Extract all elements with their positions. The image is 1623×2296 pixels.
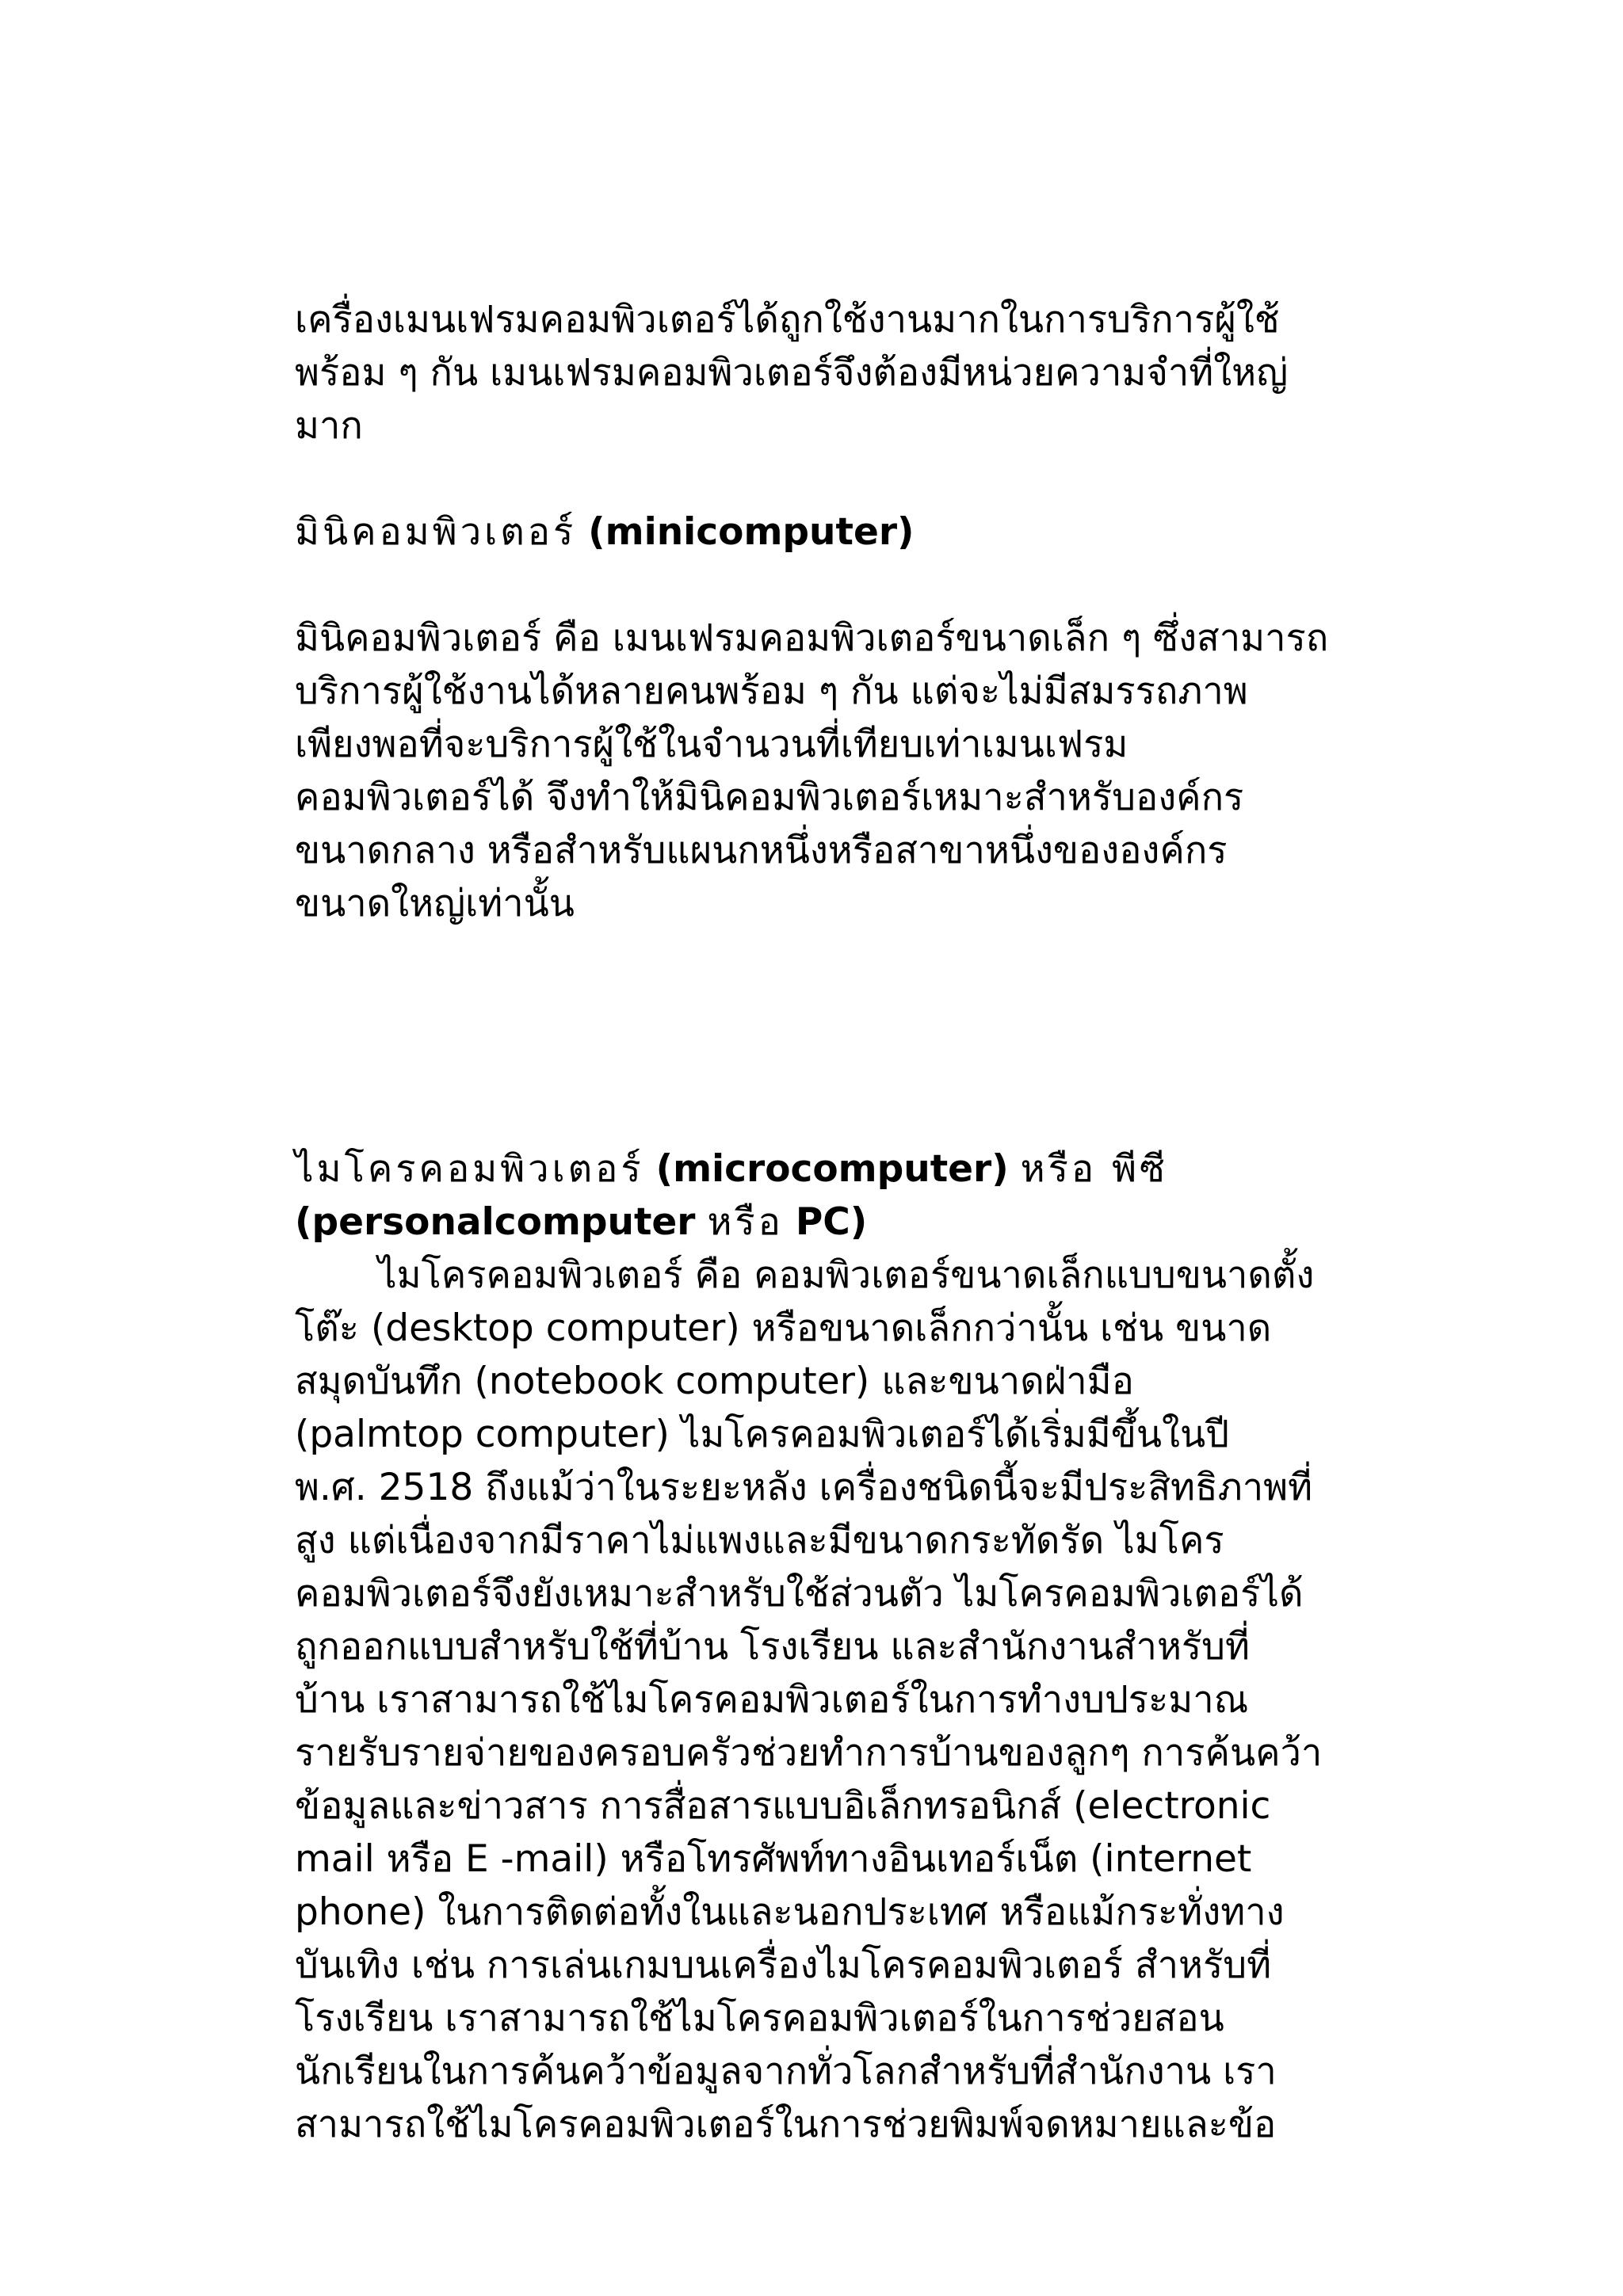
section-spacer — [295, 930, 1452, 1142]
paragraph-line: พร้อม ๆ กัน เมนเฟรมคอมพิวเตอร์จึงต้องมีหน่วยความจำที่ใหญ่ — [295, 351, 1289, 395]
heading-minicomputer — [295, 505, 1452, 559]
heading-english-text: (personalcomputer — [295, 1200, 696, 1244]
paragraph-line: นักเรียนในการค้นคว้าข้อมูลจากทั่วโลกสำหรับที่สำนักงาน เรา — [295, 2050, 1277, 2093]
paragraph-line: ข้อมูลและข่าวสาร การสื่อสารแบบอิเล็กทรอนิกส์ (electronic — [295, 1784, 1271, 1828]
paragraph-minicomputer — [295, 612, 1452, 930]
paragraph-line: บ้าน เราสามารถใช้ไมโครคอมพิวเตอร์ในการทำงบประมาณ — [295, 1678, 1249, 1722]
paragraph-line: บันเทิง เช่น การเล่นเกมบนเครื่องไมโครคอมพิวเตอร์ สำหรับที่ — [295, 1943, 1272, 1987]
paragraph-line: ขนาดใหญ่เท่านั้น — [295, 882, 575, 925]
paragraph-spacer — [295, 559, 1452, 612]
paragraph-line: ไมโครคอมพิวเตอร์ คือ คอมพิวเตอร์ขนาดเล็กแบบขนาดตั้ง — [378, 1253, 1315, 1297]
heading-english-text: (microcomputer) — [655, 1147, 1009, 1191]
paragraph-mainframe — [295, 293, 1452, 452]
heading-line — [295, 1196, 1452, 1249]
paragraph-line: ถูกออกแบบสำหรับใช้ที่บ้าน โรงเรียน และสำนักงานสำหรับที่ — [295, 1625, 1250, 1669]
paragraph-line: มินิคอมพิวเตอร์ คือ เมนเฟรมคอมพิวเตอร์ขนาดเล็ก ๆ ซึ่งสามารถ — [295, 616, 1329, 660]
heading-thai-text: หรือ พีซี — [1020, 1147, 1168, 1191]
paragraph-spacer — [295, 452, 1452, 505]
paragraph-line: เพียงพอที่จะบริการผู้ใช้ในจำนวนที่เทียบเท่าเมนเฟรม — [295, 723, 1128, 766]
paragraph-line: phone) ในการติดต่อทั้งในและนอกประเทศ หรือแม้กระทั่งทาง — [295, 1890, 1285, 1934]
paragraph-line: สามารถใช้ไมโครคอมพิวเตอร์ในการช่วยพิมพ์จดหมายและข้อ — [295, 2103, 1277, 2146]
heading-thai-text: ไมโครคอมพิวเตอร์ — [295, 1147, 644, 1191]
paragraph-line: สมุดบันทึก (notebook computer) และขนาดฝ่ามือ — [295, 1360, 1134, 1403]
heading-microcomputer — [295, 1142, 1452, 1249]
paragraph-microcomputer — [295, 1249, 1452, 2151]
heading-english-text: PC) — [795, 1200, 868, 1244]
paragraph-line: บริการผู้ใช้งานได้หลายคนพร้อม ๆ กัน แต่จะไม่มีสมรรถภาพ — [295, 669, 1248, 713]
paragraph-line: สูง แต่เนื่องจากมีราคาไม่แพงและมีขนาดกระทัดรัด ไมโคร — [295, 1519, 1224, 1562]
paragraph-line: พ.ศ. 2518 ถึงแม้ว่าในระยะหลัง เครื่องชนิดนี้จะมีประสิทธิภาพที่ — [295, 1466, 1313, 1509]
paragraph-line: ขนาดกลาง หรือสำหรับแผนกหนึ่งหรือสาขาหนึ่งขององค์กร — [295, 829, 1228, 872]
paragraph-line: มาก — [295, 404, 363, 448]
paragraph-line: เครื่องเมนเฟรมคอมพิวเตอร์ได้ถูกใช้งานมากในการบริการผู้ใช้ — [295, 298, 1280, 341]
paragraph-line: mail หรือ E -mail) หรือโทรศัพท์ทางอินเทอร์เน็ต (internet — [295, 1837, 1252, 1881]
heading-thai-text: หรือ — [707, 1200, 784, 1244]
paragraph-line: รายรับรายจ่ายของครอบครัวช่วยทำการบ้านของลูกๆ การค้นคว้า — [295, 1731, 1323, 1775]
heading-thai-text: มินิคอมพิวเตอร์ — [295, 510, 577, 554]
paragraph-line: โต๊ะ (desktop computer) หรือขนาดเล็กกว่านั้น เช่น ขนาด — [295, 1306, 1272, 1350]
paragraph-line: โรงเรียน เราสามารถใช้ไมโครคอมพิวเตอร์ในการช่วยสอน — [295, 1997, 1224, 2040]
paragraph-line: คอมพิวเตอร์ได้ จึงทำให้มินิคอมพิวเตอร์เหมาะสำหรับองค์กร — [295, 776, 1244, 819]
paragraph-line: คอมพิวเตอร์จึงยังเหมาะสำหรับใช้ส่วนตัว ไมโครคอมพิวเตอร์ได้ — [295, 1572, 1304, 1615]
heading-line — [295, 1142, 1452, 1196]
document-body — [295, 293, 1452, 2151]
heading-english-text: (minicomputer) — [588, 510, 915, 554]
paragraph-line: (palmtop computer) ไมโครคอมพิวเตอร์ได้เริ่มมีขึ้นในปี — [295, 1413, 1229, 1456]
